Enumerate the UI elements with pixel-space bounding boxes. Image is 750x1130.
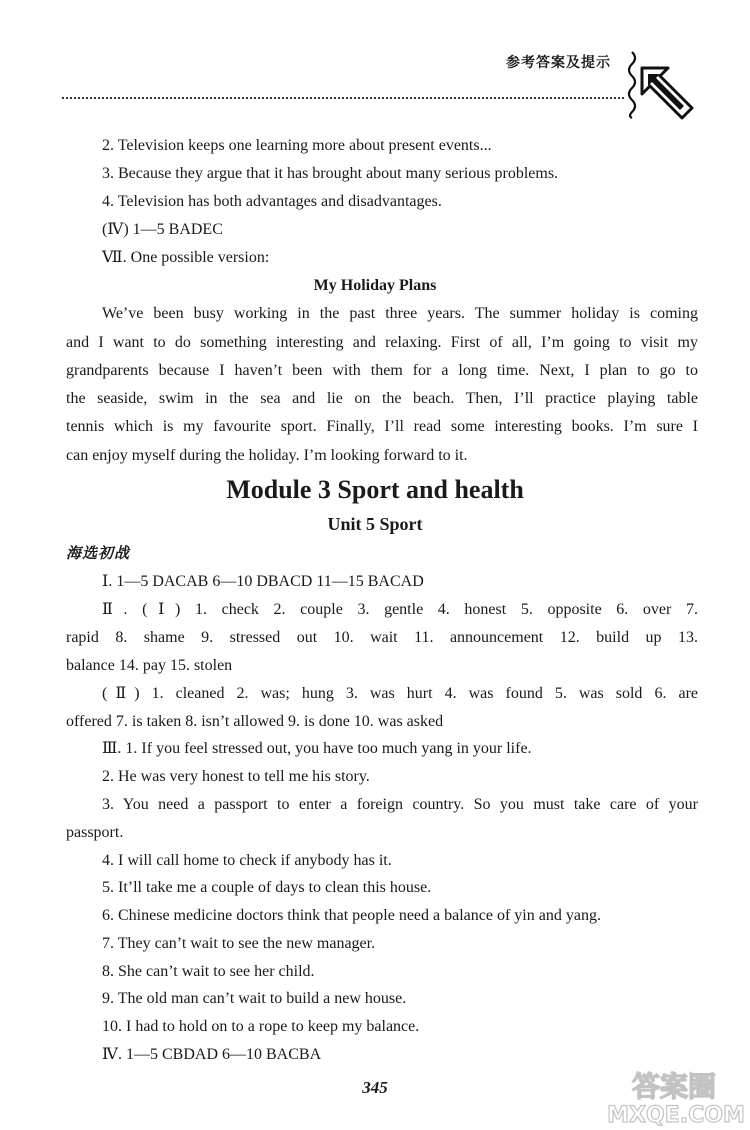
answer-line: 4. Television has both advantages and disadvantages. xyxy=(102,193,442,210)
answer-part-3: 6. Chinese medicine doctors think that people need a balance of yin and yang. xyxy=(102,907,601,924)
answer-part-2: balance 14. pay 15. stolen xyxy=(66,657,233,674)
answer-line: (Ⅳ) 1—5 BADEC xyxy=(102,221,223,238)
answer-part-3: 9. The old man can’t wait to build a new house. xyxy=(102,990,407,1007)
answer-part-4: Ⅳ. 1—5 CBDAD 6—10 BACBA xyxy=(102,1046,322,1063)
essay-line: We’ve been busy working in the past three years. The summer holiday is coming xyxy=(102,305,698,322)
essay-line: the seaside, swim in the sea and lie on the beach. Then, I’ll practice playing table xyxy=(66,390,698,407)
answer-part-3: 8. She can’t wait to see her child. xyxy=(102,963,315,980)
watermark-bottom-text: MXQE.COM xyxy=(607,1103,745,1126)
section-label: 海选初战 xyxy=(66,544,131,562)
squiggle-icon xyxy=(625,50,639,120)
answer-part-2b: (Ⅱ) 1. cleaned 2. was; hung 3. was hurt 4. was found 5. was sold 6. are xyxy=(102,685,698,702)
answer-part-3: 2. He was very honest to tell me his story. xyxy=(102,768,370,785)
page-number: 345 xyxy=(362,1078,388,1097)
answer-line: 3. Because they argue that it has brought about many serious problems. xyxy=(102,165,559,182)
answer-part-3: 10. I had to hold on to a rope to keep my balance. xyxy=(102,1018,420,1035)
essay-line: tennis which is my favourite sport. Finally, I’ll read some interesting books. I’m sure I xyxy=(66,418,698,435)
essay-line: and I want to do something interesting and relaxing. First of all, I’m going to visit my xyxy=(66,334,698,351)
answer-line: Ⅶ. One possible version: xyxy=(102,249,270,266)
answer-part-3: 5. It’ll take me a couple of days to clean this house. xyxy=(102,879,432,896)
answer-part-3: 7. They can’t wait to see the new manager. xyxy=(102,935,376,952)
essay-title: My Holiday Plans xyxy=(313,277,437,294)
answer-line: 2. Television keeps one learning more about present events... xyxy=(102,137,492,154)
answer-part-3: 4. I will call home to check if anybody has it. xyxy=(102,852,392,869)
answer-part-2: rapid 8. shame 9. stressed out 10. wait 11. announcement 12. build up 13. xyxy=(66,629,698,646)
essay-line: can enjoy myself during the holiday. I’m looking forward to it. xyxy=(66,447,468,464)
module-title: Module 3 Sport and health xyxy=(226,475,524,504)
essay-line: grandparents because I haven’t been with them for a long time. Next, I plan to go to xyxy=(66,362,698,379)
answer-part-3: 3. You need a passport to enter a foreign country. So you must take care of your xyxy=(102,796,698,813)
answer-part-3: passport. xyxy=(66,824,124,841)
answer-part-2b: offered 7. is taken 8. isn’t allowed 9. is done 10. was asked xyxy=(66,713,444,730)
answer-part-1: Ⅰ. 1—5 DACAB 6—10 DBACD 11—15 BACAD xyxy=(102,573,424,590)
watermark-top-text: 答案圈 xyxy=(631,1070,717,1103)
watermark-logo xyxy=(604,1066,746,1126)
arrow-icon xyxy=(638,64,696,122)
header-dotted-rule xyxy=(62,97,624,99)
answer-part-2: Ⅱ. (Ⅰ) 1. check 2. couple 3. gentle 4. honest 5. opposite 6. over 7. xyxy=(102,601,698,618)
unit-title: Unit 5 Sport xyxy=(327,514,423,534)
answer-part-3: Ⅲ. 1. If you feel stressed out, you have too much yang in your life. xyxy=(102,740,532,757)
header-title: 参考答案及提示 xyxy=(506,55,611,71)
